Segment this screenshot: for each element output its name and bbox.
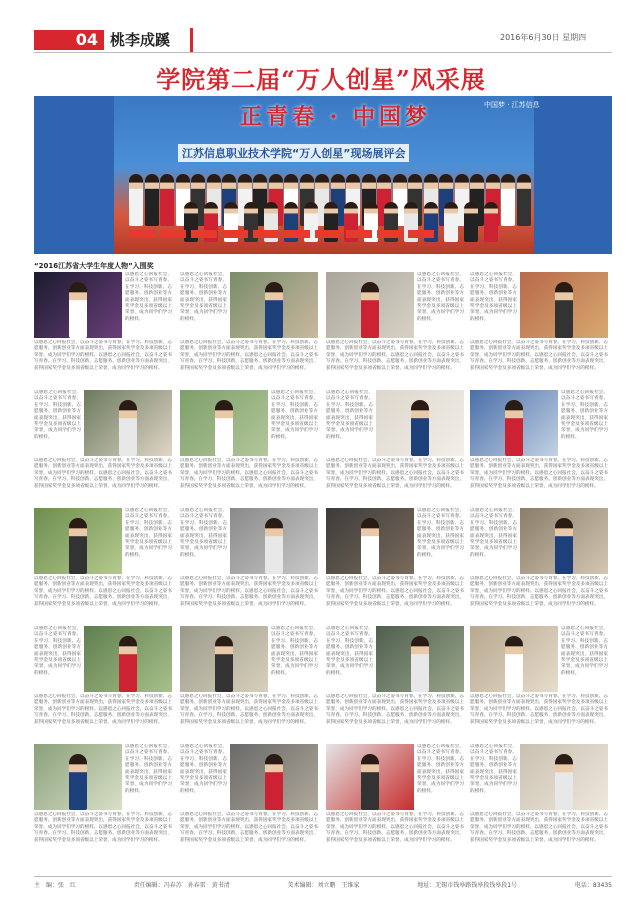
award-heading: “2016江苏省大学生年度人物”入围奖 <box>34 262 154 270</box>
profile-photo <box>34 508 122 574</box>
profile-text: 以感恩之心回报社会，以奋斗之姿书写青春。在学习、科技创新、志愿服务、创新创业等方面表现突出，获得国家奖学金及多项省级以上荣誉，成为同学们学习的榜样。以感恩之心回报社会，以奋斗之姿书写青春。在学习、科技创新、志愿服务、创新创业等方面表现突出，获得国家奖学金及多项省级以上荣誉，成为同学们学习的榜样。 <box>34 576 172 607</box>
person-figure <box>361 282 379 338</box>
person-figure <box>145 174 159 226</box>
header-divider <box>190 28 193 52</box>
profile-text: 以感恩之心回报社会，以奋斗之姿书写青春。在学习、科技创新、志愿服务、创新创业等方面表现突出，获得国家奖学金及多项省级以上荣誉，成为同学们学习的榜样。 <box>417 508 464 558</box>
profile-photo <box>230 272 318 338</box>
profile-photo <box>470 390 558 456</box>
profile-text: 以感恩之心回报社会，以奋斗之姿书写青春。在学习、科技创新、志愿服务、创新创业等方面表现突出，获得国家奖学金及多项省级以上荣誉，成为同学们学习的榜样。以感恩之心回报社会，以奋斗之姿书写青春。在学习、科技创新、志愿服务、创新创业等方面表现突出，获得国家奖学金及多项省级以上荣誉，成为同学们学习的榜样。 <box>326 576 464 607</box>
profile-text: 以感恩之心回报社会，以奋斗之姿书写青春。在学习、科技创新、志愿服务、创新创业等方面表现突出，获得国家奖学金及多项省级以上荣誉，成为同学们学习的榜样。以感恩之心回报社会，以奋斗之姿书写青春。在学习、科技创新、志愿服务、创新创业等方面表现突出，获得国家奖学金及多项省级以上荣誉，成为同学们学习的榜样。 <box>180 458 318 489</box>
profile-text: 以感恩之心回报社会，以奋斗之姿书写青春。在学习、科技创新、志愿服务、创新创业等方面表现突出，获得国家奖学金及多项省级以上荣誉，成为同学们学习的榜样。 <box>125 508 172 558</box>
person-figure <box>119 400 137 456</box>
profile-text: 以感恩之心回报社会，以奋斗之姿书写青春。在学习、科技创新、志愿服务、创新创业等方面表现突出，获得国家奖学金及多项省级以上荣誉，成为同学们学习的榜样。 <box>417 272 464 322</box>
profile-photo <box>34 744 122 810</box>
hero-logo: 中国梦 · 江苏信息 <box>484 101 540 109</box>
person-figure <box>555 754 573 810</box>
profile-text: 以感恩之心回报社会，以奋斗之姿书写青春。在学习、科技创新、志愿服务、创新创业等方面表现突出，获得国家奖学金及多项省级以上荣誉，成为同学们学习的榜样。以感恩之心回报社会，以奋斗之姿书写青春。在学习、科技创新、志愿服务、创新创业等方面表现突出，获得国家奖学金及多项省级以上荣誉，成为同学们学习的榜样。 <box>180 694 318 725</box>
award-placard <box>160 230 186 238</box>
profile-photo <box>230 508 318 574</box>
profile-photo <box>230 744 318 810</box>
profile-text: 以感恩之心回报社会，以奋斗之姿书写青春。在学习、科技创新、志愿服务、创新创业等方面表现突出，获得国家奖学金及多项省级以上荣誉，成为同学们学习的榜样。以感恩之心回报社会，以奋斗之姿书写青春。在学习、科技创新、志愿服务、创新创业等方面表现突出，获得国家奖学金及多项省级以上荣誉，成为同学们学习的榜样。 <box>326 812 464 843</box>
award-placard <box>346 230 372 238</box>
profile-photo <box>376 626 464 692</box>
profile-text: 以感恩之心回报社会，以奋斗之姿书写青春。在学习、科技创新、志愿服务、创新创业等方面表现突出，获得国家奖学金及多项省级以上荣誉，成为同学们学习的榜样。 <box>125 272 172 322</box>
profile-photo <box>84 390 172 456</box>
profile-text: 以感恩之心回报社会，以奋斗之姿书写青春。在学习、科技创新、志愿服务、创新创业等方面表现突出，获得国家奖学金及多项省级以上荣誉，成为同学们学习的榜样。 <box>561 626 608 676</box>
person-figure <box>361 754 379 810</box>
award-placard <box>284 230 310 238</box>
profile-text: 以感恩之心回报社会，以奋斗之姿书写青春。在学习、科技创新、志愿服务、创新创业等方面表现突出，获得国家奖学金及多项省级以上荣誉，成为同学们学习的榜样。以感恩之心回报社会，以奋斗之姿书写青春。在学习、科技创新、志愿服务、创新创业等方面表现突出，获得国家奖学金及多项省级以上荣誉，成为同学们学习的榜样。 <box>470 576 608 607</box>
profile-text: 以感恩之心回报社会，以奋斗之姿书写青春。在学习、科技创新、志愿服务、创新创业等方面表现突出，获得国家奖学金及多项省级以上荣誉，成为同学们学习的榜样。以感恩之心回报社会，以奋斗之姿书写青春。在学习、科技创新、志愿服务、创新创业等方面表现突出，获得国家奖学金及多项省级以上荣誉，成为同学们学习的榜样。 <box>470 812 608 843</box>
profile-text: 以感恩之心回报社会，以奋斗之姿书写青春。在学习、科技创新、志愿服务、创新创业等方面表现突出，获得国家奖学金及多项省级以上荣誉，成为同学们学习的榜样。以感恩之心回报社会，以奋斗之姿书写青春。在学习、科技创新、志愿服务、创新创业等方面表现突出，获得国家奖学金及多项省级以上荣誉，成为同学们学习的榜样。 <box>470 694 608 725</box>
profile-text: 以感恩之心回报社会，以奋斗之姿书写青春。在学习、科技创新、志愿服务、创新创业等方面表现突出，获得国家奖学金及多项省级以上荣誉，成为同学们学习的榜样。以感恩之心回报社会，以奋斗之姿书写青春。在学习、科技创新、志愿服务、创新创业等方面表现突出，获得国家奖学金及多项省级以上荣誉，成为同学们学习的榜样。 <box>180 812 318 843</box>
hero-calligraphy: 正青春 · 中国梦 <box>240 104 431 130</box>
person-figure <box>444 202 458 242</box>
award-placard <box>377 230 403 238</box>
person-figure <box>361 518 379 574</box>
profile-photo <box>520 272 608 338</box>
person-figure <box>119 636 137 692</box>
profile-text: 以感恩之心回报社会，以奋斗之姿书写青春。在学习、科技创新、志愿服务、创新创业等方面表现突出，获得国家奖学金及多项省级以上荣誉，成为同学们学习的榜样。以感恩之心回报社会，以奋斗之姿书写青春。在学习、科技创新、志愿服务、创新创业等方面表现突出，获得国家奖学金及多项省级以上荣誉，成为同学们学习的榜样。 <box>34 694 172 725</box>
profile-photo <box>470 626 558 692</box>
person-figure <box>129 174 143 226</box>
person-figure <box>411 636 429 692</box>
profile-photo <box>376 390 464 456</box>
person-figure <box>505 400 523 456</box>
award-placard <box>408 230 434 238</box>
profile-text: 以感恩之心回报社会，以奋斗之姿书写青春。在学习、科技创新、志愿服务、创新创业等方面表现突出，获得国家奖学金及多项省级以上荣誉，成为同学们学习的榜样。 <box>326 390 373 440</box>
profile-text: 以感恩之心回报社会，以奋斗之姿书写青春。在学习、科技创新、志愿服务、创新创业等方面表现突出，获得国家奖学金及多项省级以上荣誉，成为同学们学习的榜样。以感恩之心回报社会，以奋斗之姿书写青春。在学习、科技创新、志愿服务、创新创业等方面表现突出，获得国家奖学金及多项省级以上荣誉，成为同学们学习的榜样。 <box>34 340 172 371</box>
profile-text: 以感恩之心回报社会，以奋斗之姿书写青春。在学习、科技创新、志愿服务、创新创业等方面表现突出，获得国家奖学金及多项省级以上荣誉，成为同学们学习的榜样。以感恩之心回报社会，以奋斗之姿书写青春。在学习、科技创新、志愿服务、创新创业等方面表现突出，获得国家奖学金及多项省级以上荣誉，成为同学们学习的榜样。 <box>326 340 464 371</box>
footer-phone: 电话：83435 <box>574 882 612 889</box>
profile-text: 以感恩之心回报社会，以奋斗之姿书写青春。在学习、科技创新、志愿服务、创新创业等方面表现突出，获得国家奖学金及多项省级以上荣誉，成为同学们学习的榜样。 <box>34 626 81 676</box>
footer-rule <box>34 876 612 877</box>
person-figure <box>411 400 429 456</box>
profile-photo <box>84 626 172 692</box>
profile-text: 以感恩之心回报社会，以奋斗之姿书写青春。在学习、科技创新、志愿服务、创新创业等方面表现突出，获得国家奖学金及多项省级以上荣誉，成为同学们学习的榜样。 <box>470 272 517 322</box>
page-number: 04 <box>75 30 98 49</box>
profile-text: 以感恩之心回报社会，以奋斗之姿书写青春。在学习、科技创新、志愿服务、创新创业等方面表现突出，获得国家奖学金及多项省级以上荣誉，成为同学们学习的榜样。以感恩之心回报社会，以奋斗之姿书写青春。在学习、科技创新、志愿服务、创新创业等方面表现突出，获得国家奖学金及多项省级以上荣誉，成为同学们学习的榜样。 <box>470 458 608 489</box>
page-title: 学院第二届“万人创星”风采展 <box>156 65 486 94</box>
profile-text: 以感恩之心回报社会，以奋斗之姿书写青春。在学习、科技创新、志愿服务、创新创业等方面表现突出，获得国家奖学金及多项省级以上荣誉，成为同学们学习的榜样。以感恩之心回报社会，以奋斗之姿书写青春。在学习、科技创新、志愿服务、创新创业等方面表现突出，获得国家奖学金及多项省级以上荣誉，成为同学们学习的榜样。 <box>34 812 172 843</box>
profile-photo <box>520 508 608 574</box>
person-figure <box>555 518 573 574</box>
profile-text: 以感恩之心回报社会，以奋斗之姿书写青春。在学习、科技创新、志愿服务、创新创业等方面表现突出，获得国家奖学金及多项省级以上荣誉，成为同学们学习的榜样。以感恩之心回报社会，以奋斗之姿书写青春。在学习、科技创新、志愿服务、创新创业等方面表现突出，获得国家奖学金及多项省级以上荣誉，成为同学们学习的榜样。 <box>180 576 318 607</box>
footer <box>34 880 612 889</box>
person-figure <box>505 636 523 692</box>
profile-photo <box>180 626 268 692</box>
footer-editor: 主 编：张 红 <box>34 882 77 889</box>
person-figure <box>69 754 87 810</box>
profile-text: 以感恩之心回报社会，以奋斗之姿书写青春。在学习、科技创新、志愿服务、创新创业等方面表现突出，获得国家奖学金及多项省级以上荣誉，成为同学们学习的榜样。以感恩之心回报社会，以奋斗之姿书写青春。在学习、科技创新、志愿服务、创新创业等方面表现突出，获得国家奖学金及多项省级以上荣誉，成为同学们学习的榜样。 <box>34 458 172 489</box>
footer-duty-editor: 责任编辑：冯春苏 孙春雷 黄书清 <box>133 882 230 889</box>
footer-address: 地址：无锡市钱皋路钱皋段钱皋段1号 <box>417 882 518 889</box>
person-figure <box>265 282 283 338</box>
profile-text: 以感恩之心回报社会，以奋斗之姿书写青春。在学习、科技创新、志愿服务、创新创业等方面表现突出，获得国家奖学金及多项省级以上荣誉，成为同学们学习的榜样。以感恩之心回报社会，以奋斗之姿书写青春。在学习、科技创新、志愿服务、创新创业等方面表现突出，获得国家奖学金及多项省级以上荣誉，成为同学们学习的榜样。 <box>326 694 464 725</box>
profile-photo <box>326 272 414 338</box>
profile-text: 以感恩之心回报社会，以奋斗之姿书写青春。在学习、科技创新、志愿服务、创新创业等方面表现突出，获得国家奖学金及多项省级以上荣誉，成为同学们学习的榜样。 <box>125 744 172 794</box>
profile-text: 以感恩之心回报社会，以奋斗之姿书写青春。在学习、科技创新、志愿服务、创新创业等方面表现突出，获得国家奖学金及多项省级以上荣誉，成为同学们学习的榜样。 <box>470 744 517 794</box>
profile-text: 以感恩之心回报社会，以奋斗之姿书写青春。在学习、科技创新、志愿服务、创新创业等方面表现突出，获得国家奖学金及多项省级以上荣誉，成为同学们学习的榜样。 <box>271 390 318 440</box>
profile-text: 以感恩之心回报社会，以奋斗之姿书写青春。在学习、科技创新、志愿服务、创新创业等方面表现突出，获得国家奖学金及多项省级以上荣誉，成为同学们学习的榜样。 <box>180 744 227 794</box>
profile-text: 以感恩之心回报社会，以奋斗之姿书写青春。在学习、科技创新、志愿服务、创新创业等方面表现突出，获得国家奖学金及多项省级以上荣誉，成为同学们学习的榜样。以感恩之心回报社会，以奋斗之姿书写青春。在学习、科技创新、志愿服务、创新创业等方面表现突出，获得国家奖学金及多项省级以上荣誉，成为同学们学习的榜样。 <box>470 340 608 371</box>
profile-photo <box>520 744 608 810</box>
profile-text: 以感恩之心回报社会，以奋斗之姿书写青春。在学习、科技创新、志愿服务、创新创业等方面表现突出，获得国家奖学金及多项省级以上荣誉，成为同学们学习的榜样。 <box>34 390 81 440</box>
person-figure <box>215 636 233 692</box>
person-figure <box>265 754 283 810</box>
person-figure <box>69 282 87 338</box>
profile-text: 以感恩之心回报社会，以奋斗之姿书写青春。在学习、科技创新、志愿服务、创新创业等方面表现突出，获得国家奖学金及多项省级以上荣誉，成为同学们学习的榜样。 <box>271 626 318 676</box>
person-figure <box>215 400 233 456</box>
award-placard <box>191 230 217 238</box>
person-figure <box>69 518 87 574</box>
profile-text: 以感恩之心回报社会，以奋斗之姿书写青春。在学习、科技创新、志愿服务、创新创业等方面表现突出，获得国家奖学金及多项省级以上荣誉，成为同学们学习的榜样。 <box>561 390 608 440</box>
award-placard <box>315 230 341 238</box>
profile-photo <box>326 744 414 810</box>
footer-design-editor: 美术编辑：刘立鹏 王维家 <box>287 882 360 889</box>
profile-text: 以感恩之心回报社会，以奋斗之姿书写青春。在学习、科技创新、志愿服务、创新创业等方面表现突出，获得国家奖学金及多项省级以上荣誉，成为同学们学习的榜样。以感恩之心回报社会，以奋斗之姿书写青春。在学习、科技创新、志愿服务、创新创业等方面表现突出，获得国家奖学金及多项省级以上荣誉，成为同学们学习的榜样。 <box>326 458 464 489</box>
profile-text: 以感恩之心回报社会，以奋斗之姿书写青春。在学习、科技创新、志愿服务、创新创业等方面表现突出，获得国家奖学金及多项省级以上荣誉，成为同学们学习的榜样。以感恩之心回报社会，以奋斗之姿书写青春。在学习、科技创新、志愿服务、创新创业等方面表现突出，获得国家奖学金及多项省级以上荣誉，成为同学们学习的榜样。 <box>180 340 318 371</box>
award-placard <box>129 230 155 238</box>
profile-text: 以感恩之心回报社会，以奋斗之姿书写青春。在学习、科技创新、志愿服务、创新创业等方面表现突出，获得国家奖学金及多项省级以上荣誉，成为同学们学习的榜样。 <box>180 508 227 558</box>
person-figure <box>265 518 283 574</box>
profile-text: 以感恩之心回报社会，以奋斗之姿书写青春。在学习、科技创新、志愿服务、创新创业等方面表现突出，获得国家奖学金及多项省级以上荣誉，成为同学们学习的榜样。 <box>417 744 464 794</box>
person-figure <box>464 202 478 242</box>
profile-photo <box>34 272 122 338</box>
profile-text: 以感恩之心回报社会，以奋斗之姿书写青春。在学习、科技创新、志愿服务、创新创业等方面表现突出，获得国家奖学金及多项省级以上荣誉，成为同学们学习的榜样。 <box>326 626 373 676</box>
person-figure <box>517 174 531 226</box>
award-placard <box>222 230 248 238</box>
person-figure <box>555 282 573 338</box>
person-figure <box>501 174 515 226</box>
profile-text: 以感恩之心回报社会，以奋斗之姿书写青春。在学习、科技创新、志愿服务、创新创业等方面表现突出，获得国家奖学金及多项省级以上荣誉，成为同学们学习的榜样。 <box>180 272 227 322</box>
profile-photo <box>326 508 414 574</box>
section-title: 桃李成蹊 <box>110 31 171 49</box>
hero-banner: 江苏信息职业技术学院“万人创星”现场展评会 <box>178 144 409 162</box>
person-figure <box>160 174 174 226</box>
award-placard <box>253 230 279 238</box>
header-rule <box>34 52 612 53</box>
profile-photo <box>180 390 268 456</box>
person-figure <box>484 202 498 242</box>
issue-date: 2016年6月30日 星期四 <box>500 33 587 42</box>
profile-text: 以感恩之心回报社会，以奋斗之姿书写青春。在学习、科技创新、志愿服务、创新创业等方面表现突出，获得国家奖学金及多项省级以上荣誉，成为同学们学习的榜样。 <box>470 508 517 558</box>
